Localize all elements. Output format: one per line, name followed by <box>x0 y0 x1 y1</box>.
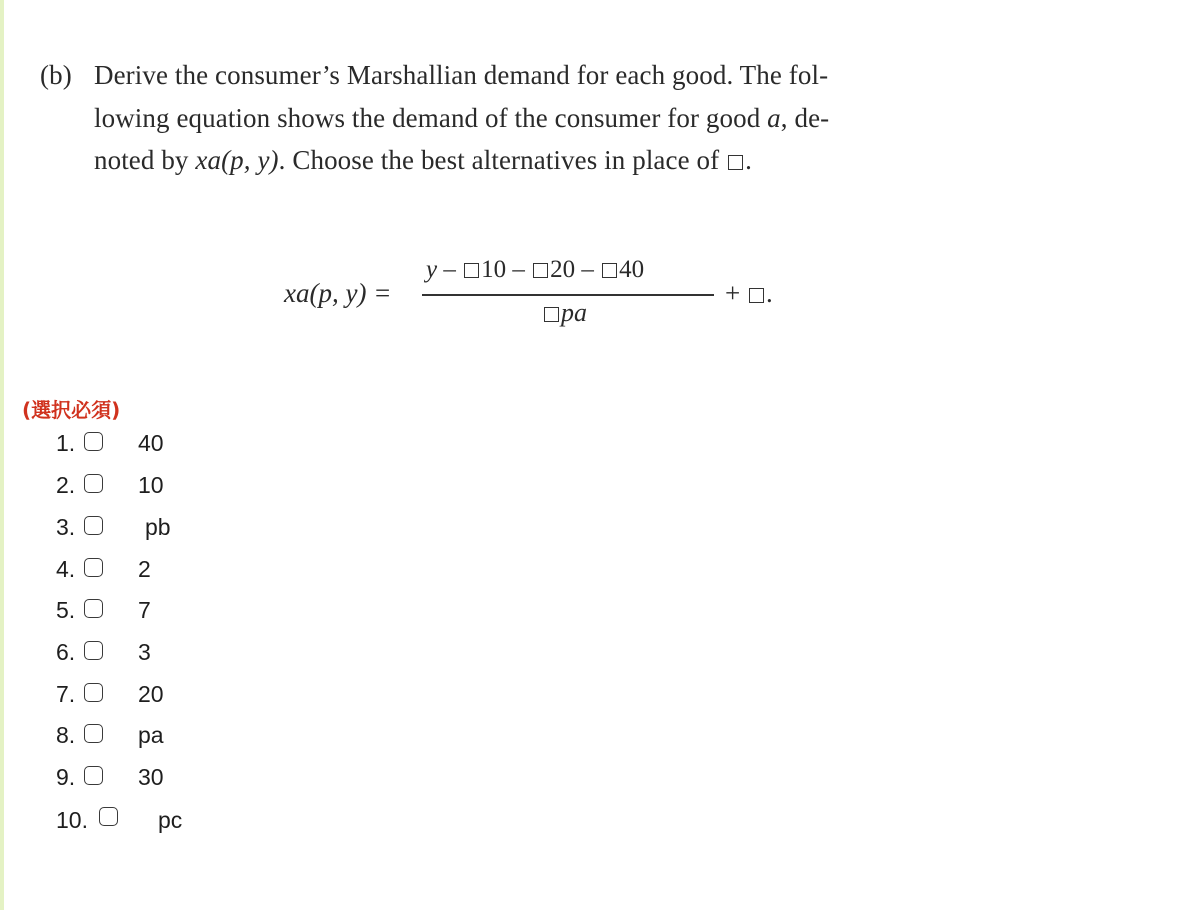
blank-box-icon <box>533 263 548 278</box>
question-line-1-text: Derive the consumer’s Marshallian demand for each good. The fol- <box>94 60 829 90</box>
blank-box-icon <box>602 263 617 278</box>
good-variable: a <box>767 103 781 133</box>
option-checkbox[interactable] <box>84 724 103 743</box>
option-value: pa <box>138 722 164 748</box>
fraction-bar <box>422 294 714 296</box>
option-checkbox[interactable] <box>84 641 103 660</box>
equation-lhs: xa(p, y) = <box>284 278 392 308</box>
option-number: 6. <box>56 639 76 665</box>
option-value: 20 <box>138 681 164 707</box>
equation-denominator <box>542 298 587 328</box>
option-number: 10. <box>56 807 88 833</box>
option-number: 7. <box>56 681 76 707</box>
question-line-3-end: . <box>745 145 752 175</box>
question-line-3-text: noted by <box>94 145 196 175</box>
option-value: 2 <box>138 556 151 582</box>
blank-box-icon <box>544 307 559 322</box>
option-checkbox[interactable] <box>84 474 103 493</box>
option-number: 1. <box>56 430 76 456</box>
equation-numerator <box>426 256 644 284</box>
demand-equation <box>22 40 1002 360</box>
numerator-term-10: 10 – <box>481 256 532 283</box>
option-number: 8. <box>56 722 76 748</box>
option-number: 5. <box>56 597 76 623</box>
question-line-2-suffix: , de- <box>780 103 830 133</box>
option-value: 10 <box>138 472 164 498</box>
numerator-minus: – <box>437 256 463 283</box>
option-number: 2. <box>56 472 76 498</box>
equation-rhs <box>725 278 773 309</box>
option-number: 9. <box>56 764 76 790</box>
option-checkbox[interactable] <box>84 432 103 451</box>
question-image <box>22 40 1002 360</box>
required-label: (選択必須) <box>22 398 121 422</box>
option-checkbox[interactable] <box>84 599 103 618</box>
demand-expression: xa(p, y) <box>195 145 279 175</box>
plus-sign: + <box>725 278 741 308</box>
blank-box-icon <box>749 288 764 303</box>
option-value: 30 <box>138 764 164 790</box>
option-checkbox[interactable] <box>84 516 103 535</box>
option-checkbox[interactable] <box>84 766 103 785</box>
question-line-2-text: lowing equation shows the demand of the consumer for good <box>94 103 768 133</box>
question-line-3-suffix: . Choose the best alternatives in place of <box>278 145 727 175</box>
left-accent-bar <box>0 0 4 910</box>
option-value: pb <box>145 514 171 540</box>
numerator-term-40: 40 <box>619 256 645 283</box>
option-value: 3 <box>138 639 151 665</box>
option-value: 40 <box>138 430 164 456</box>
question-label: (b) <box>40 60 72 90</box>
option-checkbox[interactable] <box>84 558 103 577</box>
option-checkbox[interactable] <box>84 683 103 702</box>
option-value: pc <box>158 807 183 833</box>
blank-box-icon <box>464 263 479 278</box>
option-value: 7 <box>138 597 151 623</box>
numerator-y: y <box>426 256 438 283</box>
option-checkbox[interactable] <box>99 807 118 826</box>
denominator-pa: pa <box>561 298 587 327</box>
option-number: 4. <box>56 556 76 582</box>
option-number: 3. <box>56 514 76 540</box>
numerator-term-20: 20 – <box>550 256 601 283</box>
equation-period: . <box>765 278 773 308</box>
